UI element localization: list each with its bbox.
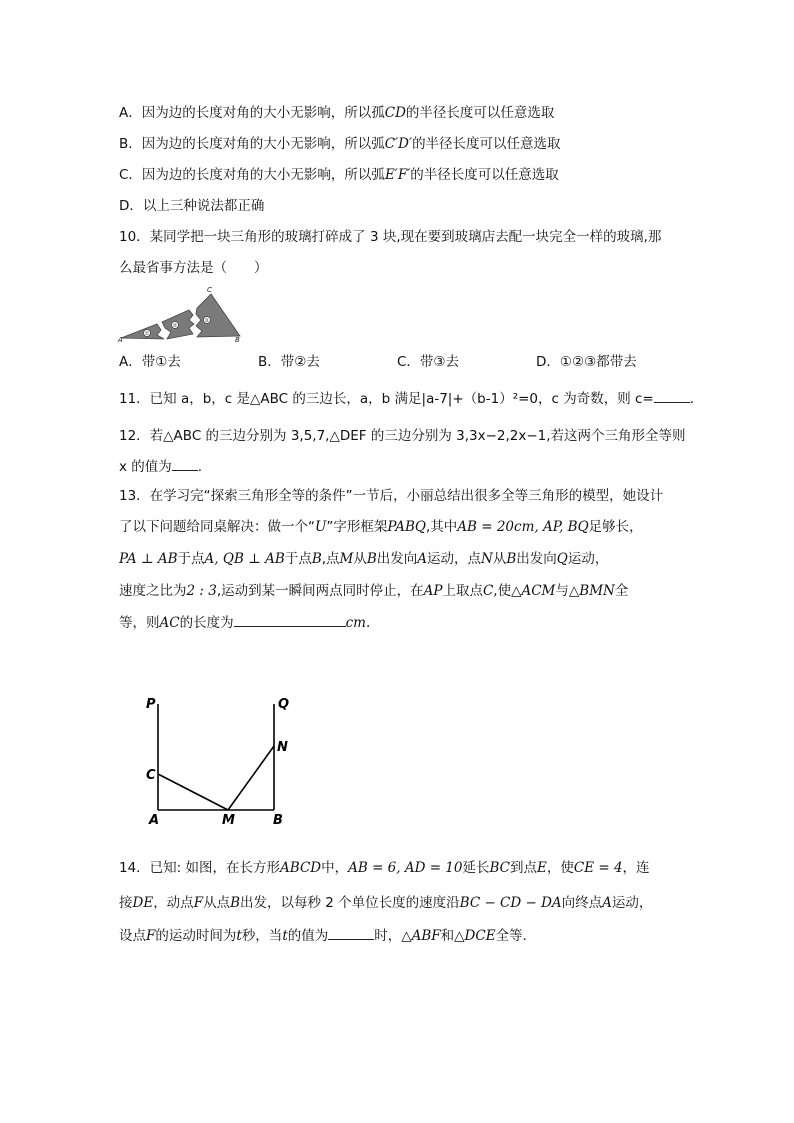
- label-p: P: [146, 697, 156, 712]
- q13-line2: 了以下问题给同桌解决：做一个“U”字形框架PABQ,其中AB = 20cm, AP, BQ足够长，: [119, 519, 643, 535]
- label-a: A: [149, 813, 160, 828]
- q14-line3: 设点F的运动时间为t秒，当t的值为 时，△ABF和△DCE全等.: [119, 925, 527, 946]
- glass-piece-3: [196, 294, 240, 337]
- q14-answer-blank: [328, 925, 374, 940]
- q13-u-frame-figure: [138, 692, 298, 830]
- glass-label-1: ①: [144, 331, 150, 337]
- q10-option-d: D．①②③都带去: [536, 354, 637, 370]
- q10-stem-line1: 10．某同学把一块三角形的玻璃打碎成了 3 块,现在要到玻璃店去配一块完全一样的玻璃,那: [119, 229, 662, 245]
- q9-option-d: D．以上三种说法都正确: [119, 198, 265, 214]
- q10-option-a: A．带①去: [119, 354, 181, 370]
- q10-option-c: C．带③去: [397, 354, 460, 370]
- label-m: M: [222, 813, 235, 828]
- q12-stem-line1: 12．若△ABC 的三边分别为 3,5,7,△DEF 的三边分别为 3,3x−2,2x−1,若这两个三角形全等则: [119, 428, 686, 444]
- glass-piece-1: [121, 324, 164, 339]
- q12-stem-line2: x 的值为 .: [119, 456, 202, 477]
- glass-label-2: ②: [172, 323, 178, 329]
- q9-option-b: B．因为边的长度对角的大小无影响，所以弧C′D′的半径长度可以任意选取: [119, 136, 561, 152]
- label-q: Q: [278, 697, 290, 712]
- q11-stem: 11．已知 a，b，c 是△ABC 的三边长，a，b 满足|a-7|+（b-1）²=0，c 为奇数，则 c= .: [119, 388, 694, 409]
- q11-answer-blank: [654, 388, 690, 403]
- q10-option-b: B．带②去: [258, 354, 320, 370]
- label-c: C: [146, 768, 156, 783]
- label-n: N: [277, 740, 288, 755]
- q13-line5: 等，则AC的长度为 cm.: [119, 612, 370, 633]
- q13-line1: 13．在学习完“探索三角形全等的条件”一节后，小丽总结出很多全等三角形的模型，她设计: [119, 488, 664, 504]
- glass-vertex-b: B: [235, 336, 240, 344]
- q9-option-a: A．因为边的长度对角的大小无影响，所以孤CD的半径长度可以任意选取: [119, 105, 555, 121]
- q12-answer-blank: [172, 456, 198, 471]
- q13-line3: PA ⊥ AB于点A, QB ⊥ AB于点B,点M从B出发向A运动，点N从B出发向Q运动，: [119, 551, 609, 567]
- label-b: B: [273, 813, 283, 828]
- q13-answer-blank: [234, 612, 346, 627]
- glass-vertex-c: C: [207, 286, 212, 294]
- q14-line1: 14．已知: 如图，在长方形ABCD中，AB = 6, AD = 10延长BC到点E，使CE = 4，连: [119, 860, 650, 876]
- q10-glass-figure: [117, 284, 245, 344]
- q13-line4: 速度之比为2 : 3,运动到某一瞬间两点同时停止，在AP上取点C,使△ACM与△BMN全: [119, 583, 629, 599]
- glass-vertex-a: A: [118, 336, 123, 344]
- q9-option-c: C．因为边的长度对角的大小无影响，所以弧E′F′的半径长度可以任意选取: [119, 167, 559, 183]
- glass-label-3: ③: [204, 318, 210, 324]
- q10-stem-line2: 么最省事方法是（ ）: [119, 260, 268, 276]
- q14-line2: 接DE，动点F从点B出发，以每秒 2 个单位长度的速度沿BC − CD − DA向终点A运动，: [119, 895, 653, 911]
